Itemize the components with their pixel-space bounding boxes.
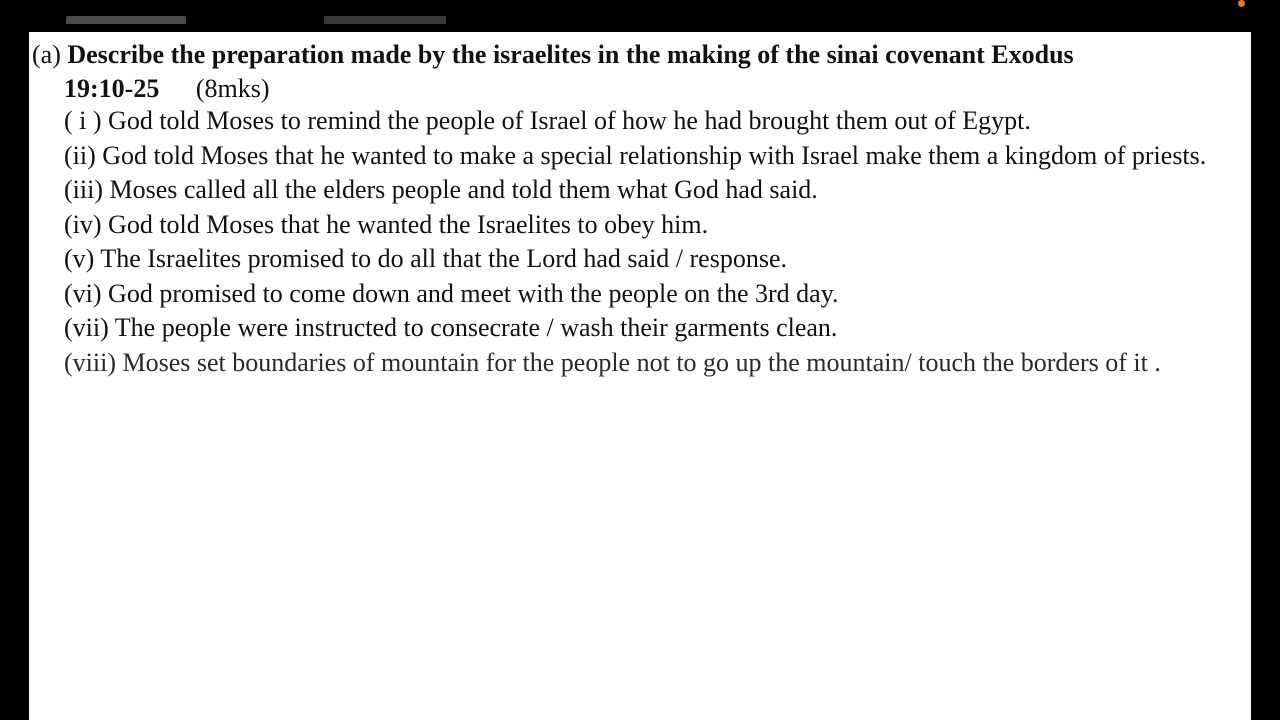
question-marks: (8mks) — [195, 74, 270, 103]
answer-item-1: ( i ) God told Moses to remind the people of Israel of how he had brought them out of Egypt. — [64, 106, 1031, 135]
answer-item-2: (ii) God told Moses that he wanted to make a special relationship with Israel make them a kingdom of priests. — [64, 140, 1207, 170]
question-line-1 — [32, 38, 1244, 72]
recording-indicator-dot — [1238, 0, 1245, 7]
question-line-2 — [32, 72, 1244, 106]
answer-item-8: (viii) Moses set boundaries of mountain for the people not to go up the mountain/ touch the borders of it . — [64, 347, 1161, 377]
top-black-bar — [0, 0, 1280, 32]
scripture-reference: 19:10-25 — [64, 74, 160, 103]
answer-item-6: (vi) God promised to come down and meet with the people on the 3rd day. — [64, 278, 839, 308]
answer-item-3: (iii) Moses called all the elders people and told them what God had said. — [64, 175, 818, 204]
document-page — [29, 32, 1251, 720]
cropped-text-fragment — [66, 16, 186, 24]
question-heading — [32, 38, 1244, 106]
question-text: Describe the preparation made by the israelites in the making of the sinai covenant Exodus — [67, 40, 1074, 69]
question-label: (a) — [32, 40, 61, 69]
cropped-previous-line — [66, 4, 446, 24]
answer-item-4: (iv) God told Moses that he wanted the Israelites to obey him. — [64, 209, 709, 239]
cropped-text-fragment — [324, 16, 446, 24]
answer-item-7: (vii) The people were instructed to consecrate / wash their garments clean. — [64, 313, 838, 342]
answer-list — [64, 104, 1244, 380]
answer-item-5: (v) The Israelites promised to do all that the Lord had said / response. — [64, 244, 787, 273]
